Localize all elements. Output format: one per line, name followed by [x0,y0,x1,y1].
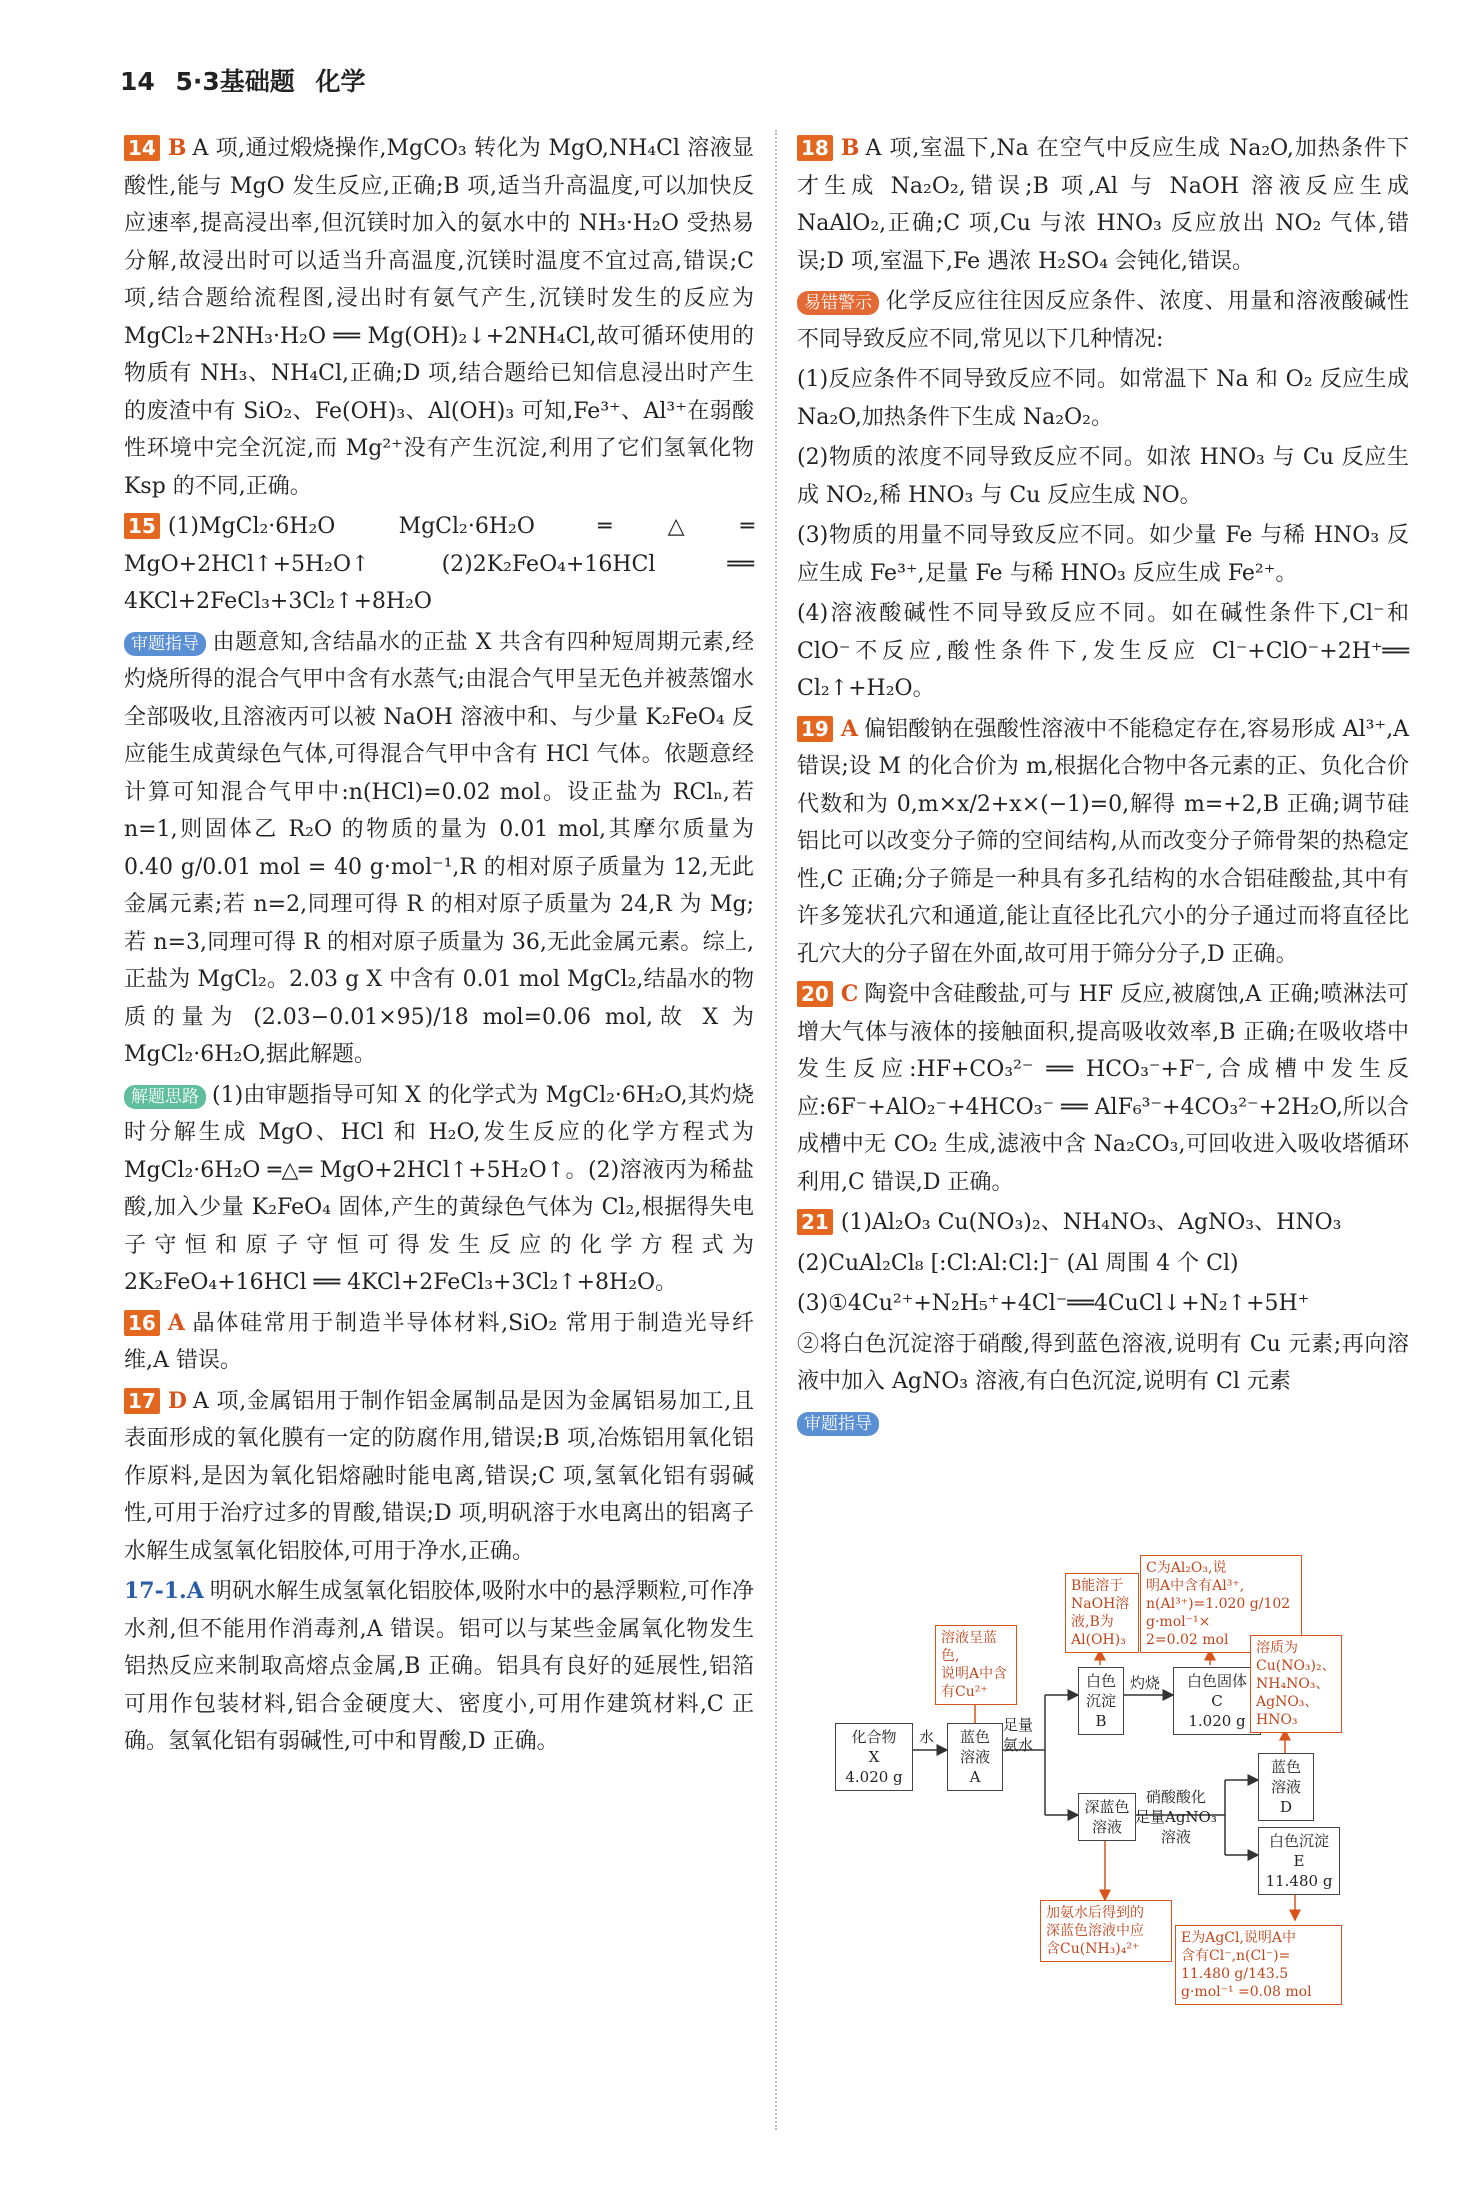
sub-question-answer: 17-1.A [124,1578,204,1604]
box-d: 蓝色 溶液 D [1258,1753,1314,1821]
paragraph-text: A 项,通过煅烧操作,MgCO₃ 转化为 MgO,NH₄Cl 溶液显酸性,能与 MgO 发生反应,正确;B 项,适当升高温度,可以加快反应速率,提高浸出率,但沉镁时加入的氨水中的 NH₃·H₂O 受热易分解,故浸出时可以适当升高温度,沉镁时温度不宜过高,错误;C 项,结合题给流程图,浸出时有氨气产生,沉镁时发生的反应为 MgCl₂+2NH₃·H₂O ══ Mg(OH)₂↓+2NH₄Cl,故可循环使用的物质有 NH₃、NH₄Cl,正确;D 项,结合题给已知信息浸出时产生的废渣中有 SiO₂、Fe(OH)₃、Al(OH)₃ 可知,Fe³⁺、Al³⁺在弱酸性环境中完全沉淀,而 Mg²⁺没有产生沉淀,利用了它们氢氧化物 Ksp 的不同,正确。 [124,136,754,499]
question-number-badge: 19 [797,716,833,742]
paragraph-text: (3)物质的用量不同导致反应不同。如少量 Fe 与稀 HNO₃ 反应生成 Fe³⁺,足量 Fe 与稀 HNO₃ 反应生成 Fe²⁺。 [797,523,1409,586]
box-dark-solution: 深蓝色 溶液 [1078,1793,1136,1841]
paragraph-text: (3)①4Cu²⁺+N₂H₅⁺+4Cl⁻══4CuCl↓+N₂↑+5H⁺ [797,1291,1310,1316]
left-paragraph [124,1077,754,1302]
right-paragraph [797,517,1409,592]
question-number-badge: 15 [124,513,160,539]
paragraph-text: (1)Al₂O₃ Cu(NO₃)₂、NH₄NO₃、AgNO₃、HNO₃ [840,1210,1342,1235]
right-paragraph [797,1204,1409,1242]
note-b: B能溶于 NaOH溶 液,B为 Al(OH)₃ [1065,1573,1139,1653]
answer-letter: B [167,135,187,161]
answer-letter: A [167,1309,185,1336]
page-number: 14 [120,67,155,96]
paragraph-text: 偏铝酸钠在强酸性溶液中不能稳定存在,容易形成 Al³⁺,A 错误;设 M 的化合价为 m,根据化合物中各元素的正、负化合价代数和为 0,m×x/2+x×(−1)=0,解得 m=+2,B 正确;调节硅铝比可以改变分子筛的空间结构,从而改变分子筛骨架的热稳定性,C 正确;分子筛是一种具有多孔结构的水合铝硅酸盐,其中有许多笼状孔穴和通道,能让直径比孔穴小的分子通过而将直径比孔穴大的分子留在外面,故可用于筛分分子,D 正确。 [797,716,1409,967]
book-series: 5·3基础题 [175,67,295,96]
page-header [120,62,378,98]
question-number-badge: 14 [124,135,160,161]
left-paragraph [124,508,754,621]
section-tag: 审题指导 [797,1412,879,1436]
paragraph-text: (2)物质的浓度不同导致反应不同。如浓 HNO₃ 与 Cu 反应生成 NO₂,稀 HNO₃ 与 Cu 反应生成 NO。 [797,445,1409,508]
box-x: 化合物 X 4.020 g [835,1723,913,1791]
note-dark: 加氨水后得到的 深蓝色溶液中应 含Cu(NH₃)₄²⁺ [1040,1900,1172,1962]
paragraph-text: ②将白色沉淀溶于硝酸,得到蓝色溶液,说明有 Cu 元素;再向溶液中加入 AgNO₃ 溶液,有白色沉淀,说明有 Cl 元素 [797,1331,1409,1394]
question-number-badge: 20 [797,981,833,1007]
right-paragraph [797,1404,1409,1442]
paragraph-text: 由题意知,含结晶水的正盐 X 共含有四种短周期元素,经灼烧所得的混合气甲中含有水蒸气;由混合气甲呈无色并被蒸馏水全部吸收,且溶液丙可以被 NaOH 溶液中和、与少量 K₂FeO₄ 反应能生成黄绿色气体,可得混合气甲中含有 HCl 气体。依题意经计算可知混合气甲中:n(HCl)=0.02 mol。设正盐为 RClₙ,若 n=1,则固体乙 R₂O 的物质的量为 0.01 mol,其摩尔质量为 0.40 g/0.01 mol = 40 g·mol⁻¹,R 的相对原子质量为 12,无此金属元素;若 n=2,同理可得 R 的相对原子质量为 24,R 为 Mg;若 n=3,同理可得 R 的相对原子质量为 36,无此金属元素。综上,正盐为 MgCl₂。2.03 g X 中含有 0.01 mol MgCl₂,结晶水的物质的量为 (2.03−0.01×95)/18 mol=0.06 mol,故 X 为 MgCl₂·6H₂O,据此解题。 [124,629,754,1067]
right-column [797,130,1409,1444]
paragraph-text: (1)由审题指导可知 X 的化学式为 MgCl₂·6H₂O,其灼烧时分解生成 MgO、HCl 和 H₂O,发生反应的化学方程式为 MgCl₂·6H₂O ═△═ MgO+2HCl↑+5H₂O↑。(2)溶液丙为稀盐酸,加入少量 K₂FeO₄ 固体,产生的黄绿色气体为 Cl₂,根据得失电子守恒和原子守恒可得发生反应的化学方程式为 2K₂FeO₄+16HCl ══ 4KCl+2FeCl₃+3Cl₂↑+8H₂O。 [124,1082,754,1295]
note-d: 溶质为 Cu(NO₃)₂、 NH₄NO₃、 AgNO₃、 HNO₃ [1250,1635,1342,1733]
paragraph-text: 晶体硅常用于制造半导体材料,SiO₂ 常用于制造光导纤维,A 错误。 [124,1310,754,1373]
answer-letter: A [840,715,858,742]
right-paragraph [797,439,1409,514]
paragraph-text: A 项,金属铝用于制作铝金属制品是因为金属铝易加工,且表面形成的氧化膜有一定的防腐作用,错误;B 项,冶炼铝用氧化铝作原料,是因为氧化铝熔融时能电离,错误;C 项,氢氧化铝有弱碱性,可用于治疗过多的胃酸,错误;D 项,明矾溶于水电离出的铝离子水解生成氢氧化铝胶体,可用于净水,正确。 [124,1388,754,1564]
box-c: 白色固体 C 1.020 g [1173,1667,1261,1735]
column-divider [775,130,777,2130]
label-ammonia: 足量 氨水 [1003,1716,1034,1754]
section-tag: 审题指导 [124,632,206,656]
right-paragraph [797,1285,1409,1323]
left-paragraph [124,1305,754,1380]
box-b: 白色 沉淀 B [1078,1667,1124,1735]
paragraph-text: 陶瓷中含硅酸盐,可与 HF 反应,被腐蚀,A 正确;喷淋法可增大气体与液体的接触面积,提高吸收效率,B 正确;在吸收塔中发生反应:HF+CO₃²⁻ ══ HCO₃⁻+F⁻,合成槽中发生反应:6F⁻+AlO₂⁻+4HCO₃⁻ ══ AlF₆³⁻+4CO₃²⁻+2H₂O,所以合成槽中无 CO₂ 生成,滤液中含 Na₂CO₃,可回收进入吸收塔循环利用,C 错误,D 正确。 [797,982,1409,1195]
question-number-badge: 21 [797,1209,833,1235]
right-paragraph [797,595,1409,708]
label-water: 水 [919,1728,935,1746]
left-paragraph [124,1383,754,1571]
label-burn: 灼烧 [1130,1674,1161,1692]
right-paragraph [797,976,1409,1201]
paragraph-text: (2)CuAl₂Cl₈ [:Cl:Al:Cl:]⁻ (Al 周围 4 个 Cl) [797,1250,1239,1276]
left-paragraph [124,1573,754,1761]
paragraph-text: (4)溶液酸碱性不同导致反应不同。如在碱性条件下,Cl⁻和 ClO⁻不反应,酸性条件下,发生反应 Cl⁻+ClO⁻+2H⁺══ Cl₂↑+H₂O。 [797,601,1409,701]
left-paragraph [124,130,754,505]
subject: 化学 [315,67,366,96]
answer-letter: D [167,1387,187,1414]
section-tag: 解题思路 [124,1085,206,1109]
answer-letter: C [840,981,859,1007]
note-c: C为Al₂O₃,说 明A中含有Al³⁺, n(Al³⁺)=1.020 g/102 g·mol⁻¹× 2=0.02 mol [1140,1555,1302,1653]
right-paragraph [797,130,1409,280]
section-tag: 易错警示 [797,291,879,315]
paragraph-text: 明矾水解生成氢氧化铝胶体,吸附水中的悬浮颗粒,可作净水剂,但不能用作消毒剂,A 错误。铝可以与某些金属氧化物发生铝热反应来制取高熔点金属,B 正确。铝具有良好的延展性,铝箔可用作包装材料,铝合金硬度大、密度小,可用作建筑材料,C 正确。氢氧化铝有弱碱性,可中和胃酸,D 正确。 [124,1579,754,1754]
right-paragraph [797,283,1409,358]
box-a: 蓝色 溶液 A [947,1723,1003,1791]
answer-letter: B [840,135,860,161]
paragraph-text: (1)MgCl₂·6H₂O MgCl₂·6H₂O ═△═ MgO+2HCl↑+5H₂O↑ (2)2K₂FeO₄+16HCl ══ 4KCl+2FeCl₃+3Cl₂↑+8H₂O [124,514,754,614]
note-e: E为AgCl,说明A中 含有Cl⁻,n(Cl⁻)= 11.480 g/143.5 g·mol⁻¹ =0.08 mol [1175,1925,1342,2005]
right-paragraph [797,361,1409,436]
label-acid: 硝酸酸化 足量AgNO₃ 溶液 [1135,1788,1217,1846]
left-column [124,130,754,1764]
question-number-badge: 16 [124,1310,160,1336]
question-number-badge: 18 [797,135,833,161]
right-paragraph [797,1326,1409,1401]
left-paragraph [124,624,754,1074]
right-paragraph [797,711,1409,974]
box-e: 白色沉淀 E 11.480 g [1258,1827,1340,1895]
right-paragraph [797,1245,1409,1283]
paragraph-text: A 项,室温下,Na 在空气中反应生成 Na₂O,加热条件下才生成 Na₂O₂,错误;B 项,Al 与 NaOH 溶液反应生成 NaAlO₂,正确;C 项,Cu 与浓 HNO₃ 反应放出 NO₂ 气体,错误;D 项,室温下,Fe 遇浓 H₂SO₄ 会钝化,错误。 [797,136,1409,274]
paragraph-text: 化学反应往往因反应条件、浓度、用量和溶液酸碱性不同导致反应不同,常见以下几种情况: [797,289,1409,352]
flow-diagram [835,1555,1435,2095]
note-a: 溶液呈蓝色, 说明A中含 有Cu²⁺ [935,1625,1017,1705]
paragraph-text: (1)反应条件不同导致反应不同。如常温下 Na 和 O₂ 反应生成 Na₂O,加热条件下生成 Na₂O₂。 [797,367,1409,430]
question-number-badge: 17 [124,1388,160,1414]
